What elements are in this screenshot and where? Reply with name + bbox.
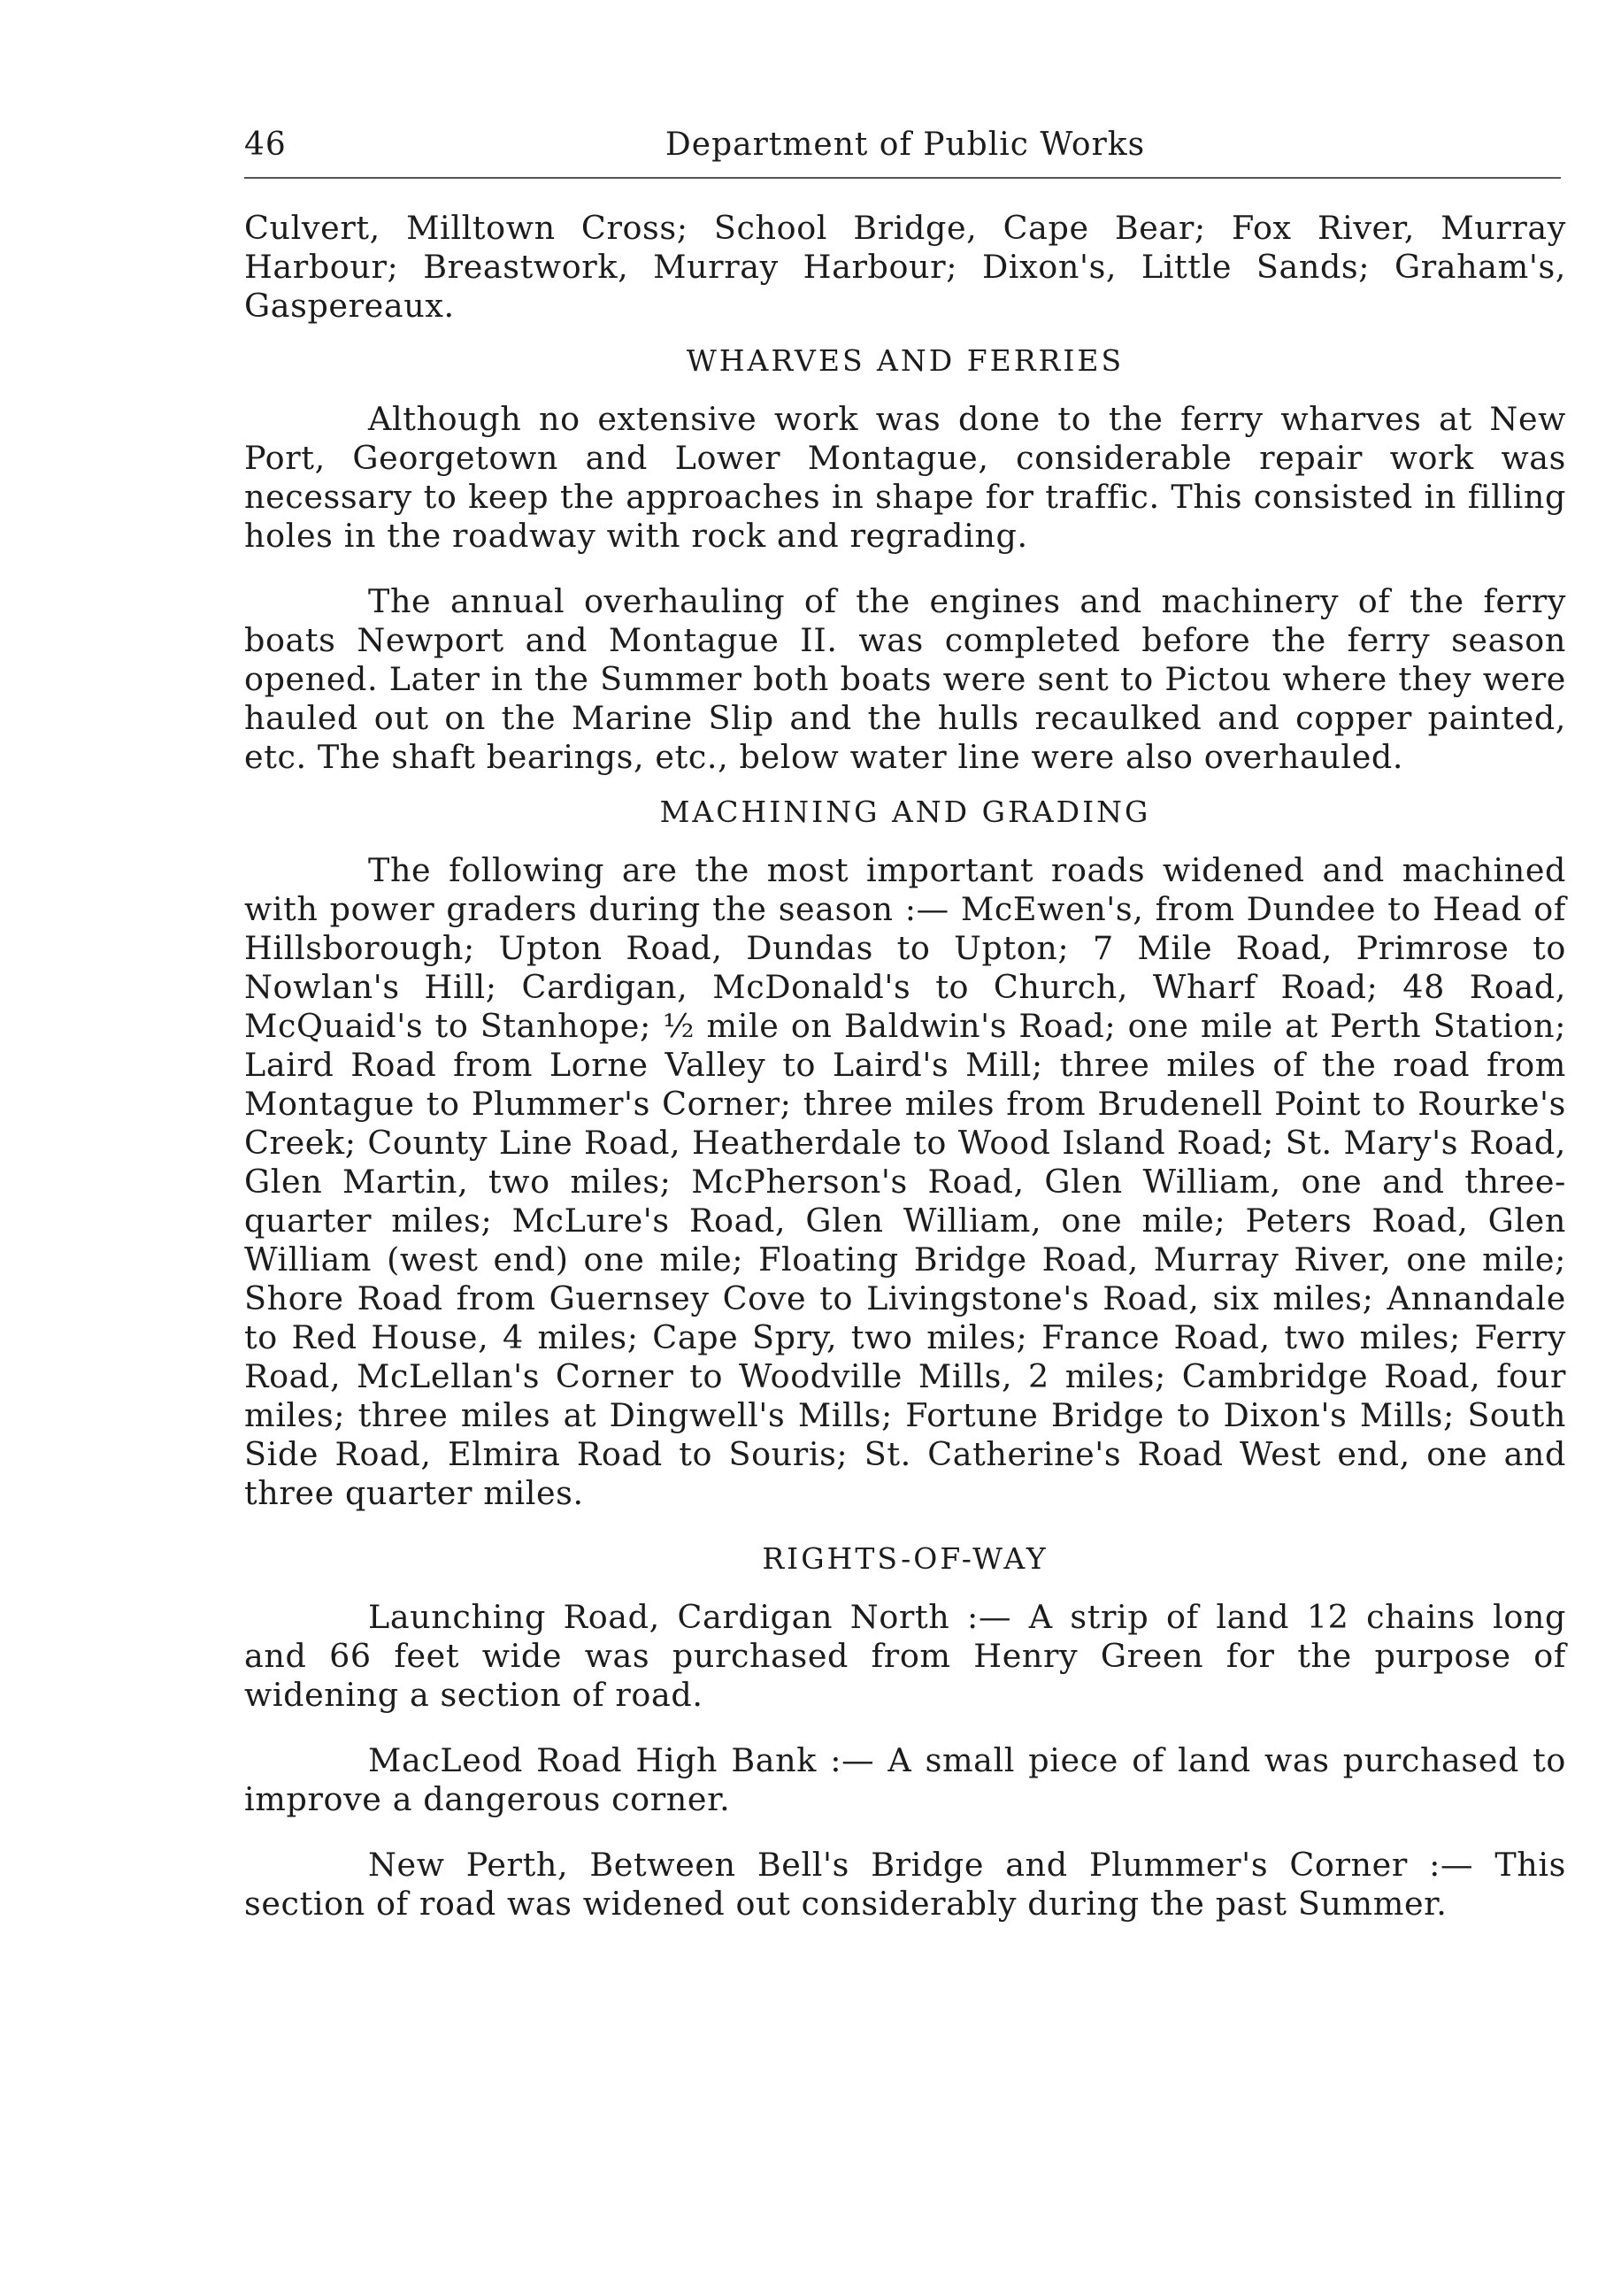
section-heading-wharves: WHARVES AND FERRIES (686, 343, 1125, 378)
document-page (244, 122, 1566, 1924)
running-head (244, 122, 1566, 168)
rights-paragraph-2: MacLeod Road High Bank :— A small piece of land was purchased to improve a dangerous corner. (244, 1741, 1566, 1818)
wharves-paragraph-1: Although no extensive work was done to the ferry wharves at New Port, Georgetown and Lower Montague, considerable repair work was necessary to keep the approaches in shape for traffic. This consisted in filling holes in the roadway with rock and regrading. (244, 400, 1566, 555)
header-rule (244, 177, 1561, 179)
intro-continuation-paragraph: Culvert, Milltown Cross; School Bridge, Cape Bear; Fox River, Murray Harbour; Breastwork, Murray Harbour; Dixon's, Little Sands; Graham's, Gaspereaux. (244, 209, 1566, 325)
rights-paragraph-1: Launching Road, Cardigan North :— A strip of land 12 chains long and 66 feet wide was purchased from Henry Green for the purpose of widening a section of road. (244, 1598, 1566, 1714)
section-heading-rights: RIGHTS-OF-WAY (762, 1541, 1049, 1576)
wharves-paragraph-2: The annual overhauling of the engines and machinery of the ferry boats Newport and Montague II. was completed before the ferry season opened. Later in the Summer both boats were sent to Pictou where they were hauled out on the Marine Slip and the hulls recaulked and copper painted, etc. The shaft bearings, etc., below water line were also overhauled. (244, 582, 1566, 776)
section-heading-machining: MACHINING AND GRADING (659, 795, 1151, 829)
header-title: Department of Public Works (665, 127, 1146, 163)
machining-paragraph-1: The following are the most important roads widened and machined with power graders during the season :— McEwen's, from Dundee to Head of Hillsborough; Upton Road, Dundas to Upton; 7 Mile Road, Primrose to Nowlan's Hill; Cardigan, McDonald's to Church, Wharf Road; 48 Road, McQuaid's to Stanhope; ½ mile on Baldwin's Road; one mile at Perth Station; Laird Road from Lorne Valley to Laird's Mill; three miles of the road from Montague to Plummer's Corner; three miles from Brudenell Point to Rourke's Creek; County Line Road, Heatherdale to Wood Island Road; St. Mary's Road, Glen Martin, two miles; McPherson's Road, Glen William, one and three-quarter miles; McLure's Road, Glen William, one mile; Peters Road, Glen William (west end) one mile; Floating Bridge Road, Murray River, one mile; Shore Road from Guernsey Cove to Livingstone's Road, six miles; Annandale to Red House, 4 miles; Cape Spry, two miles; France Road, two miles; Ferry Road, McLellan's Corner to Woodville Mills, 2 miles; Cambridge Road, four miles; three miles at Dingwell's Mills; Fortune Bridge to Dixon's Mills; South Side Road, Elmira Road to Souris; St. Catherine's Road West end, one and three quarter miles. (244, 851, 1566, 1512)
page-number: 46 (244, 127, 287, 163)
rights-paragraph-3: New Perth, Between Bell's Bridge and Plummer's Corner :— This section of road was widened out considerably during the past Summer. (244, 1846, 1566, 1923)
